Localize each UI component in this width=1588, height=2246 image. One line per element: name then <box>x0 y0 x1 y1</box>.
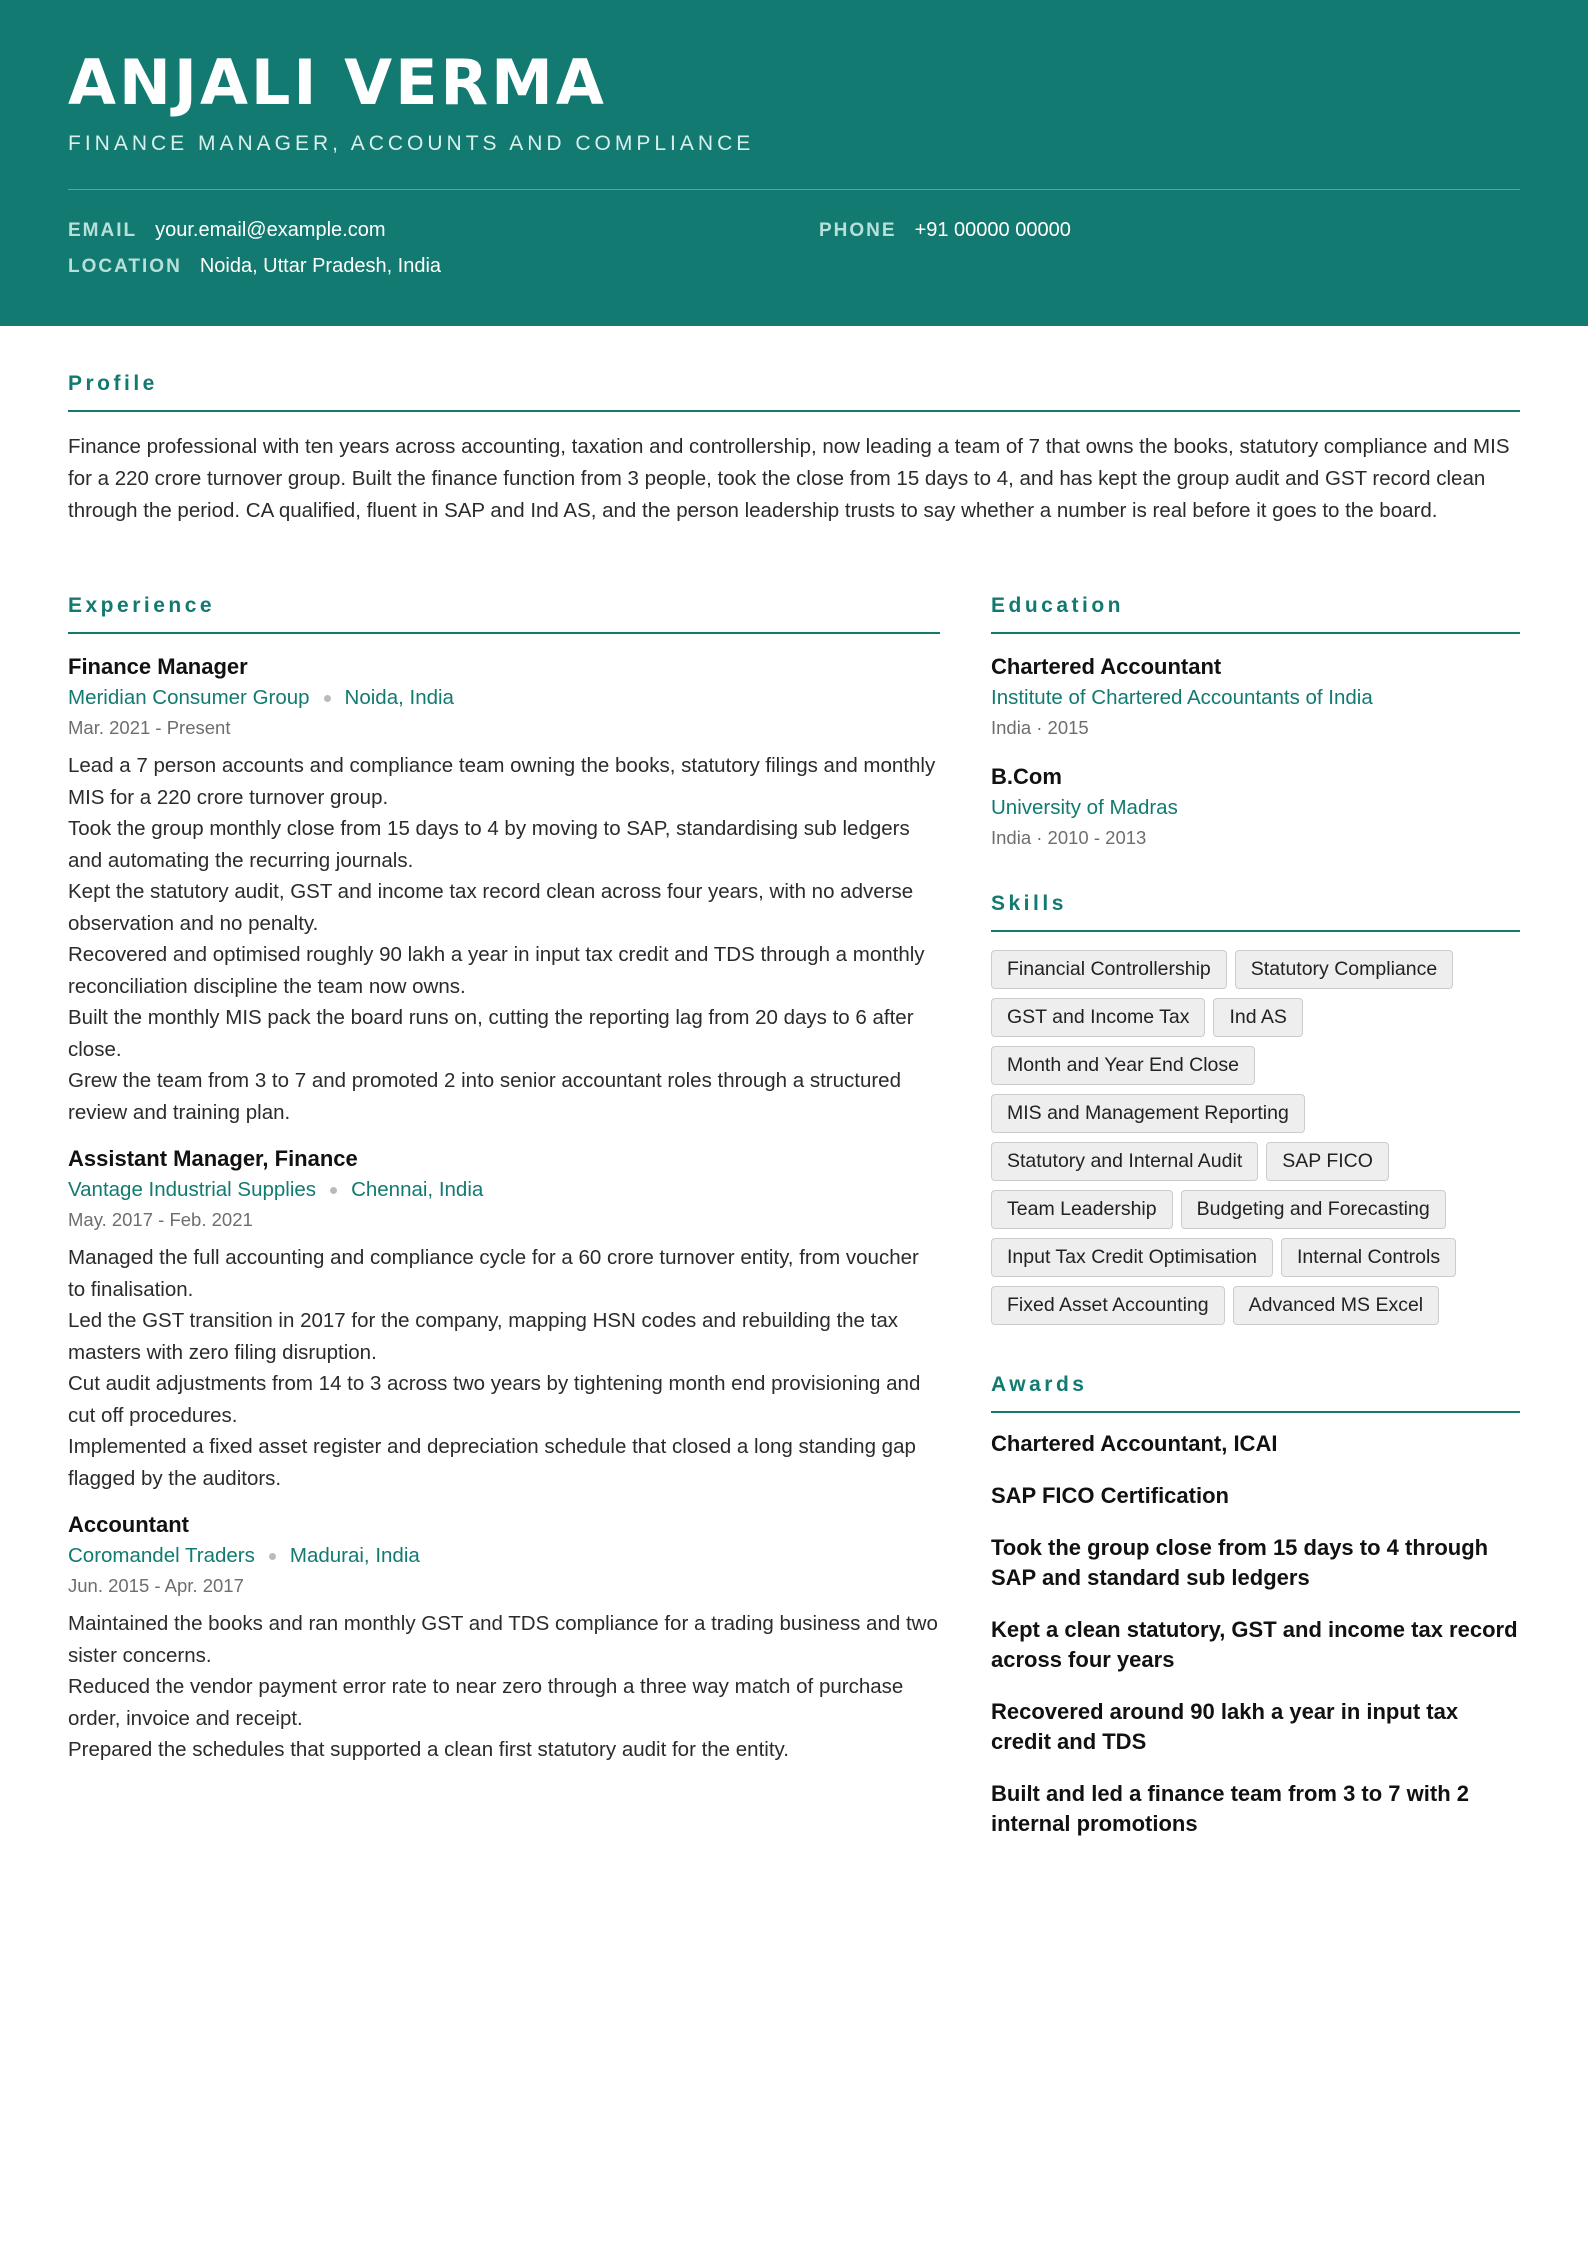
job-entry <box>68 1510 940 1766</box>
achievement-item: Lead a 7 person accounts and compliance team owning the books, statutory filings and monthly MIS for a 220 crore turnover group. <box>68 754 936 809</box>
education-section <box>991 594 1520 852</box>
experience-divider <box>68 632 940 634</box>
skills-section <box>991 892 1520 1325</box>
skill-chip: Financial Controllership <box>991 950 1227 989</box>
job-title: Finance Manager <box>68 654 248 679</box>
job-achievements <box>68 750 940 1128</box>
job-company: Coromandel Traders <box>68 1544 255 1567</box>
location-value: Noida, Uttar Pradesh, India <box>199 255 442 277</box>
awards-heading: Awards <box>991 1373 1088 1396</box>
education-meta: India · 2010 - 2013 <box>991 827 1147 848</box>
education-entry <box>991 652 1520 742</box>
skills-list <box>991 950 1520 1325</box>
job-meta <box>68 1174 940 1206</box>
skill-chip: GST and Income Tax <box>991 998 1205 1037</box>
profile-divider <box>68 410 1520 412</box>
achievement-item: Kept the statutory audit, GST and income tax record clean across four years, with no adverse observation and no penalty. <box>68 880 914 935</box>
job-achievements <box>68 1608 940 1766</box>
job-company: Meridian Consumer Group <box>68 686 310 709</box>
skill-chip: Internal Controls <box>1281 1238 1456 1277</box>
job-location: Madurai, India <box>289 1544 420 1567</box>
achievement-item: Cut audit adjustments from 14 to 3 across two years by tightening month end provisioning and cut off procedures. <box>68 1372 921 1427</box>
skill-chip: Team Leadership <box>991 1190 1173 1229</box>
achievement-item: Managed the full accounting and compliance cycle for a 60 crore turnover entity, from voucher to finalisation. <box>68 1246 919 1301</box>
awards-section <box>991 1373 1520 1839</box>
awards-list <box>991 1429 1520 1839</box>
skill-chip: Input Tax Credit Optimisation <box>991 1238 1273 1277</box>
separator-dot-icon <box>324 695 331 702</box>
experience-section <box>68 594 940 1766</box>
separator-dot-icon <box>269 1553 276 1560</box>
achievement-item: Maintained the books and ran monthly GST and TDS compliance for a trading business and two sister concerns. <box>68 1612 938 1667</box>
job-achievements <box>68 1242 940 1494</box>
job-dates: Mar. 2021 - Present <box>68 717 231 738</box>
education-divider <box>991 632 1520 634</box>
award-item: Kept a clean statutory, GST and income tax record across four years <box>991 1617 1518 1672</box>
award-item: Chartered Accountant, ICAI <box>991 1431 1278 1456</box>
phone-value[interactable]: +91 00000 00000 <box>914 219 1071 241</box>
job-meta <box>68 1540 940 1572</box>
achievement-item: Recovered and optimised roughly 90 lakh a year in input tax credit and TDS through a monthly reconciliation discipline the team now owns. <box>68 943 925 998</box>
job-meta <box>68 682 940 714</box>
location-label: LOCATION <box>68 256 182 277</box>
skill-chip: SAP FICO <box>1266 1142 1389 1181</box>
job-dates: May. 2017 - Feb. 2021 <box>68 1209 253 1230</box>
achievement-item: Led the GST transition in 2017 for the company, mapping HSN codes and rebuilding the tax masters with zero filing disruption. <box>68 1309 898 1364</box>
award-item: Recovered around 90 lakh a year in input tax credit and TDS <box>991 1699 1459 1754</box>
job-location: Noida, India <box>344 686 454 709</box>
education-degree: B.Com <box>991 764 1062 789</box>
skill-chip: Budgeting and Forecasting <box>1181 1190 1446 1229</box>
education-heading: Education <box>991 594 1125 617</box>
sidebar-column <box>991 594 1520 1861</box>
education-school: Institute of Chartered Accountants of India <box>991 686 1373 709</box>
separator-dot-icon <box>330 1187 337 1194</box>
achievement-item: Grew the team from 3 to 7 and promoted 2 into senior accountant roles through a structured review and training plan. <box>68 1069 901 1124</box>
education-meta: India · 2015 <box>991 717 1089 738</box>
skill-chip: Ind AS <box>1213 998 1302 1037</box>
skill-chip: MIS and Management Reporting <box>991 1094 1305 1133</box>
job-dates: Jun. 2015 - Apr. 2017 <box>68 1575 244 1596</box>
email-value[interactable]: your.email@example.com <box>155 219 386 241</box>
contact-phone <box>819 219 1071 242</box>
profile-section <box>68 372 1520 527</box>
job-title: Assistant Manager, Finance <box>68 1146 358 1171</box>
education-school: University of Madras <box>991 796 1178 819</box>
award-item: Built and led a finance team from 3 to 7 with 2 internal promotions <box>991 1781 1469 1836</box>
resume-header <box>0 0 1588 326</box>
skill-chip: Statutory and Internal Audit <box>991 1142 1258 1181</box>
job-entry <box>68 652 940 1128</box>
education-entry <box>991 762 1520 852</box>
skills-heading: Skills <box>991 892 1067 915</box>
job-company: Vantage Industrial Supplies <box>68 1178 317 1201</box>
header-divider <box>68 189 1520 190</box>
job-title: Accountant <box>68 1512 189 1537</box>
profile-heading: Profile <box>68 372 158 395</box>
job-entry <box>68 1144 940 1494</box>
skill-chip: Advanced MS Excel <box>1233 1286 1440 1325</box>
award-item: Took the group close from 15 days to 4 through SAP and standard sub ledgers <box>991 1535 1489 1590</box>
skill-chip: Month and Year End Close <box>991 1046 1255 1085</box>
email-label: EMAIL <box>68 220 138 241</box>
achievement-item: Implemented a fixed asset register and depreciation schedule that closed a long standing gap flagged by the auditors. <box>68 1435 916 1490</box>
education-degree: Chartered Accountant <box>991 654 1222 679</box>
candidate-name: ANJALI VERMA <box>68 46 607 119</box>
experience-heading: Experience <box>68 594 216 617</box>
achievement-item: Reduced the vendor payment error rate to near zero through a three way match of purchase order, invoice and receipt. <box>68 1675 904 1730</box>
profile-summary: Finance professional with ten years across accounting, taxation and controllership, now leading a team of 7 that owns the books, statutory compliance and MIS for a 220 crore turnover group. Built the finance function from 3 people, took the close from 15 days to 4, and has kept the group audit and GST record clean through the period. CA qualified, fluent in SAP and Ind AS, and the person leadership trusts to say whether a number is real before it goes to the board. <box>68 435 1510 522</box>
awards-divider <box>991 1411 1520 1413</box>
phone-label: PHONE <box>819 220 897 241</box>
candidate-headline: FINANCE MANAGER, ACCOUNTS AND COMPLIANCE <box>68 132 755 155</box>
achievement-item: Prepared the schedules that supported a clean first statutory audit for the entity. <box>68 1738 789 1761</box>
contact-email <box>68 219 386 242</box>
achievement-item: Built the monthly MIS pack the board runs on, cutting the reporting lag from 20 days to 6 after close. <box>68 1006 914 1061</box>
contact-location <box>68 255 441 278</box>
skill-chip: Statutory Compliance <box>1235 950 1453 989</box>
skills-divider <box>991 930 1520 932</box>
job-location: Chennai, India <box>351 1178 484 1201</box>
award-item: SAP FICO Certification <box>991 1483 1229 1508</box>
achievement-item: Took the group monthly close from 15 days to 4 by moving to SAP, standardising sub ledgers and automating the recurring journals. <box>68 817 910 872</box>
skill-chip: Fixed Asset Accounting <box>991 1286 1225 1325</box>
